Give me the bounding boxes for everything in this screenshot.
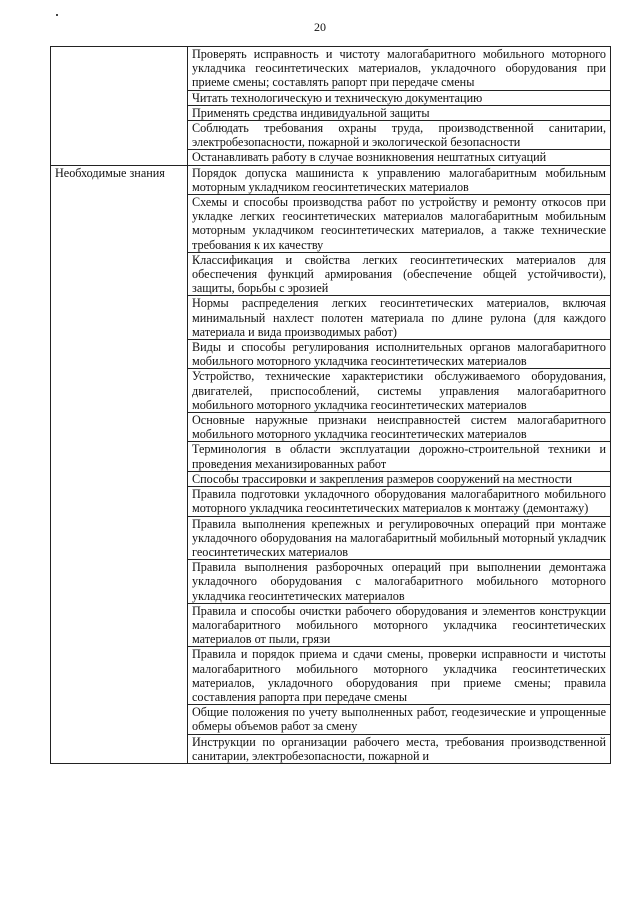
knowledge-label: Необходимые знания bbox=[51, 165, 188, 763]
table-cell: Общие положения по учету выполненных работ, геодезические и упрощенные обмеры объемов работ за смену bbox=[188, 705, 611, 734]
table-cell: Порядок допуска машиниста к управлению малогабаритным мобильным моторным укладчиком геосинтетических материалов bbox=[188, 165, 611, 194]
page-number: 20 bbox=[314, 20, 326, 34]
table-cell: Соблюдать требования охраны труда, производственной санитарии, электробезопасности, пожарной и экологической безопасности bbox=[188, 121, 611, 150]
table-cell: Читать технологическую и техническую документацию bbox=[188, 90, 611, 105]
table-cell: Способы трассировки и закрепления размеров сооружений на местности bbox=[188, 471, 611, 486]
table-row bbox=[51, 47, 611, 91]
table-cell: Останавливать работу в случае возникновения нештатных ситуаций bbox=[188, 150, 611, 165]
table-cell: Устройство, технические характеристики обслуживаемого оборудования, двигателей, приспособлений, системы управления малогабаритного мобильного моторного укладчика геосинтетических материалов bbox=[188, 369, 611, 413]
table-cell: Основные наружные признаки неисправностей систем малогабаритного мобильного моторного укладчика геосинтетических материалов bbox=[188, 413, 611, 442]
table-cell: Схемы и способы производства работ по устройству и ремонту откосов при укладке легких геосинтетических материалов малогабаритным мобильным моторным укладчиком геосинтетических материалов, а также технические требования к их качеству bbox=[188, 195, 611, 253]
competency-table bbox=[50, 46, 611, 764]
table-row bbox=[51, 165, 611, 194]
table-cell: Терминология в области эксплуатации дорожно-строительной техники и проведения механизированных работ bbox=[188, 442, 611, 471]
table-cell: Правила и способы очистки рабочего оборудования и элементов конструкции малогабаритного мобильного моторного укладчика геосинтетических материалов от пыли, грязи bbox=[188, 603, 611, 647]
label-cell-empty bbox=[51, 47, 188, 166]
table-cell: Классификация и свойства легких геосинтетических материалов для обеспечения функций армирования (обеспечение общей устойчивости), защиты, борьбы с эрозией bbox=[188, 252, 611, 296]
table-cell: Правила выполнения крепежных и регулировочных операций при монтаже укладочного оборудования на малогабаритный мобильный моторный укладчик геосинтетических материалов bbox=[188, 516, 611, 560]
table-cell: Нормы распределения легких геосинтетических материалов, включая минимальный нахлест полотен материала по длине рулона (для каждого материала и вида производимых работ) bbox=[188, 296, 611, 340]
table-cell: Правила и порядок приема и сдачи смены, проверки исправности и чистоты малогабаритного мобильного моторного укладчика геосинтетических материалов, укладочного оборудования при приеме смены; правила составления рапорта при передаче смены bbox=[188, 647, 611, 705]
table-cell: Виды и способы регулирования исполнительных органов малогабаритного мобильного моторного укладчика геосинтетических материалов bbox=[188, 340, 611, 369]
table-cell: Правила подготовки укладочного оборудования малогабаритного мобильного моторного укладчика геосинтетических материалов к монтажу (демонтажу) bbox=[188, 487, 611, 516]
table-cell: Инструкции по организации рабочего места, требования производственной санитарии, электробезопасности, пожарной и bbox=[188, 734, 611, 763]
scan-speck bbox=[56, 14, 58, 16]
table-cell: Проверять исправность и чистоту малогабаритного мобильного моторного укладчика геосинтетических материалов, укладочного оборудования при приеме смены; составлять рапорт при передаче смены bbox=[188, 47, 611, 91]
table-cell: Применять средства индивидуальной защиты bbox=[188, 105, 611, 120]
table-cell: Правила выполнения разборочных операций при выполнении демонтажа укладочного оборудования с малогабаритного мобильного моторного укладчика геосинтетических материалов bbox=[188, 560, 611, 604]
